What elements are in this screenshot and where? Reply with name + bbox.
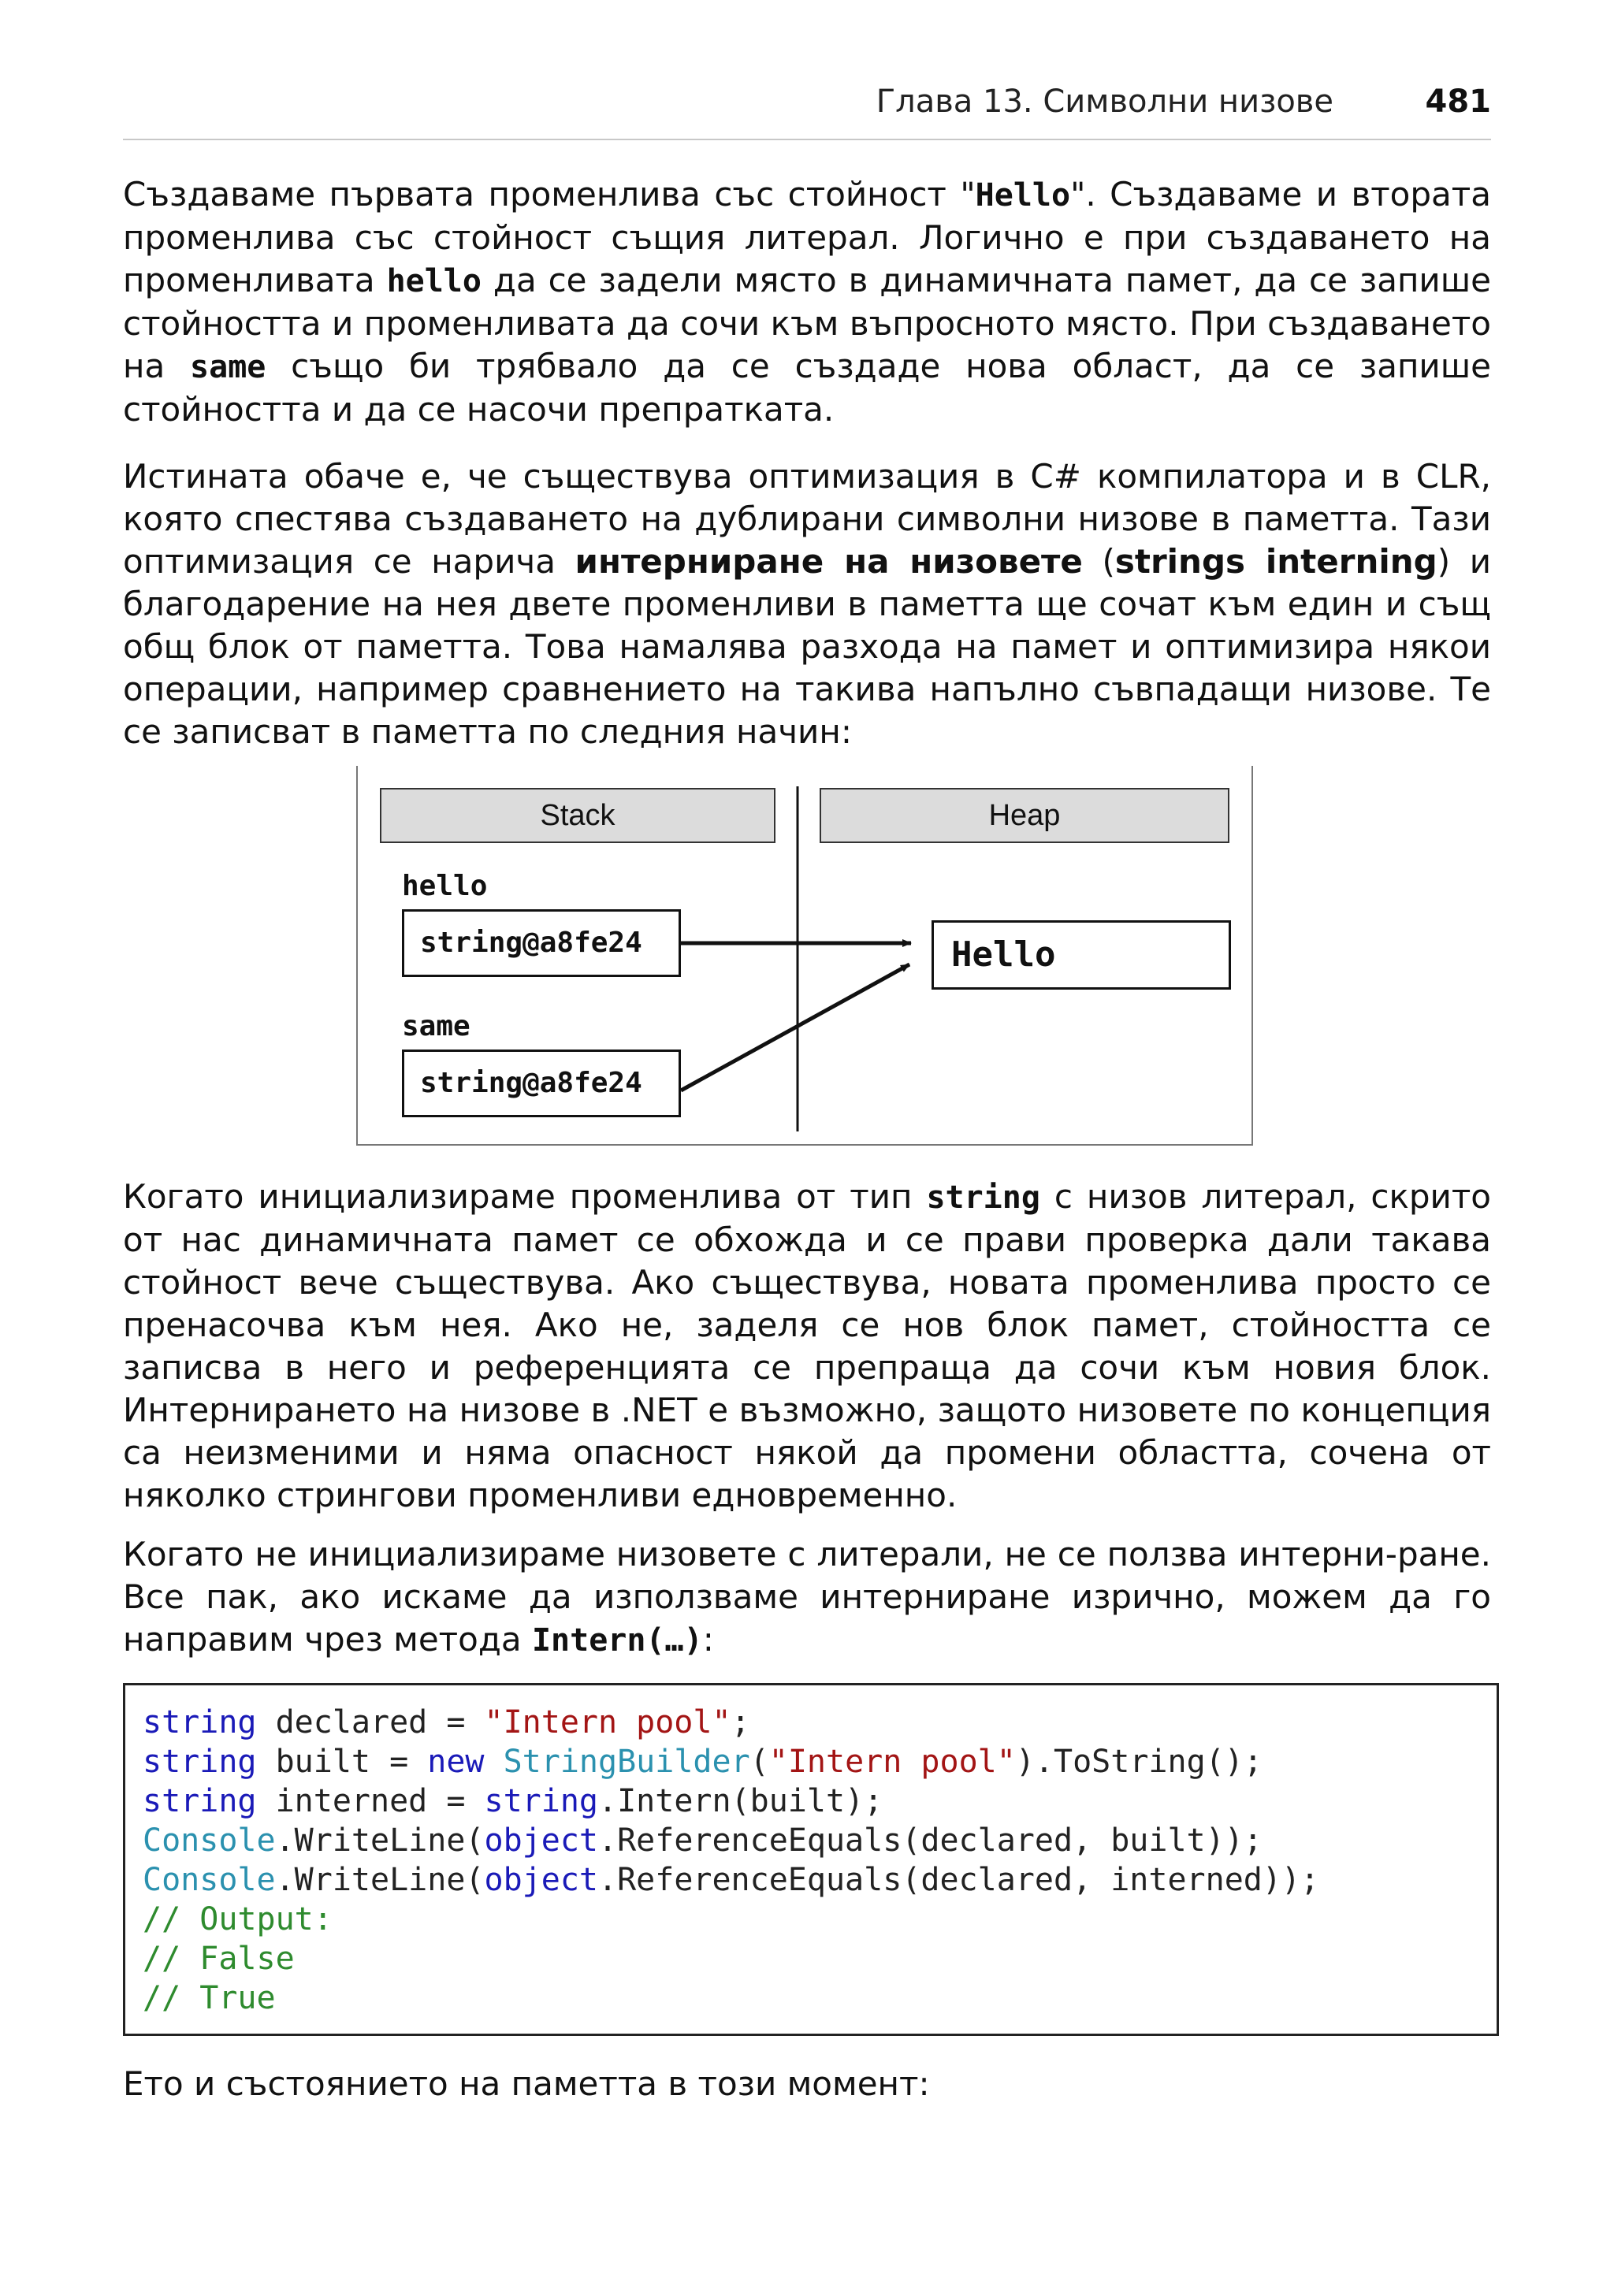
code-token: "Intern pool" [484, 1704, 731, 1741]
code-token: // False [143, 1941, 295, 1977]
code-token: string [143, 1783, 257, 1819]
code-line [143, 1939, 1497, 1978]
bold-term-interning-bg: интерниране на низовете [575, 542, 1083, 581]
header-divider [123, 139, 1491, 140]
code-token: interned = [256, 1783, 485, 1819]
var-same-reference: string@a8fe24 [402, 1050, 681, 1117]
var-hello-label: hello [402, 870, 488, 902]
chapter-title: Глава 13. Символни низове [876, 84, 1333, 120]
var-same-label: same [402, 1010, 470, 1042]
text-run: също би трябвало да се създаде нова област, да се запише стойността и да се насочи препратката. [123, 347, 1491, 429]
code-token: .ReferenceEquals(declared, interned)); [597, 1862, 1320, 1898]
code-token: string [143, 1744, 257, 1780]
paragraph-2 [123, 455, 1491, 753]
code-token: // Output: [143, 1901, 333, 1937]
code-line [143, 1781, 1497, 1821]
text-run: Създаваме първата променлива със стойност " [123, 175, 976, 214]
code-token: .WriteLine( [275, 1822, 485, 1859]
paragraph-5 [123, 2063, 1491, 2105]
text-run: да се задели място в динамичната памет, да се запише стойността и променливата да сочи към въпросното място. При създаването на [123, 261, 1491, 385]
code-token: .ReferenceEquals(declared, built)); [597, 1822, 1263, 1859]
text-run: ". Създаваме и втората променлива със стойност същия литерал. Логично е при създаването на променливата [123, 175, 1491, 299]
heap-header: Heap [820, 788, 1229, 843]
code-token: string [484, 1783, 598, 1819]
paragraph-3 [123, 1176, 1491, 1517]
code-line [143, 1703, 1497, 1742]
code-token: Console [143, 1862, 276, 1898]
code-token: ; [731, 1704, 750, 1741]
code-token: object [484, 1862, 598, 1898]
code-token: new [427, 1744, 485, 1780]
code-token: StringBuilder [503, 1744, 750, 1780]
paragraph-1 [123, 173, 1491, 431]
code-token: ( [749, 1744, 769, 1780]
var-hello-reference: string@a8fe24 [402, 909, 681, 977]
same-arrow [681, 964, 909, 1090]
code-token: object [484, 1822, 598, 1859]
code-token: ).ToString(); [1015, 1744, 1263, 1780]
paragraph-4 [123, 1533, 1491, 1662]
stack-header: Stack [380, 788, 775, 843]
page-number: 481 [1425, 84, 1491, 120]
text-run: : [702, 1620, 714, 1659]
text-run: Истината обаче е, че съществува оптимизация в C# компилатора и в CLR, която спестява създаването на дублирани символни низове в паметта. Тази оптимизация се нарича [123, 457, 1491, 581]
code-token: string [143, 1704, 257, 1741]
heap-string-object: Hello [932, 920, 1231, 990]
code-token: // True [143, 1980, 276, 2016]
memory-diagram [356, 766, 1253, 1146]
text-run: ( [1082, 542, 1115, 581]
code-line [143, 1742, 1497, 1781]
text-run: Ето и състоянието на паметта в този момент: [123, 2064, 930, 2103]
inline-code-same: same [190, 349, 266, 385]
code-token [485, 1744, 504, 1780]
text-run: ) и благодарение на нея двете променливи в паметта ще сочат към един и същ общ блок от паметта. Това намалява разхода на памет и оптимизира някои операции, например сравнението на такива напълно съвпадащи низове. Те се записват в паметта по следния начин: [123, 542, 1491, 751]
code-token: .WriteLine( [275, 1862, 485, 1898]
code-line [143, 1978, 1497, 2018]
text-run: Когато не инициализираме низовете с литерали, не се ползва интерни-ране. Все пак, ако искаме да използваме интерниране изрично, можем да го направим чрез метода [123, 1535, 1491, 1659]
code-token: built = [256, 1744, 428, 1780]
code-token: "Intern pool" [768, 1744, 1016, 1780]
code-line [143, 1821, 1497, 1860]
inline-code-hello-literal: Hello [975, 177, 1071, 214]
inline-code-hello: hello [386, 263, 482, 299]
inline-code-string: string [926, 1180, 1040, 1216]
text-run: с низов литерал, скрито от нас динамичната памет се обхожда и се прави проверка дали такава стойност вече съществува. Ако съществува, новата променлива просто се пренасочва към нея. Ако не, заделя се нов блок памет, стойността се записва в него и референцията се препраща да сочи към новия блок. Интернирането на низове в .NET е възможно, защото низовете по концепция са неизменими и няма опасност някой да промени областта, сочена от няколко стрингови променливи едновременно. [123, 1177, 1491, 1514]
code-token: declared = [256, 1704, 485, 1741]
code-listing [123, 1683, 1499, 2036]
code-line [143, 1900, 1497, 1939]
bold-term-strings-interning: strings interning [1114, 542, 1437, 581]
code-token: Console [143, 1822, 276, 1859]
running-header [123, 82, 1491, 121]
inline-code-intern: Intern(…) [531, 1622, 703, 1659]
code-line [143, 1860, 1497, 1900]
text-run: Когато инициализираме променлива от тип [123, 1177, 927, 1216]
code-token: .Intern(built); [597, 1783, 883, 1819]
